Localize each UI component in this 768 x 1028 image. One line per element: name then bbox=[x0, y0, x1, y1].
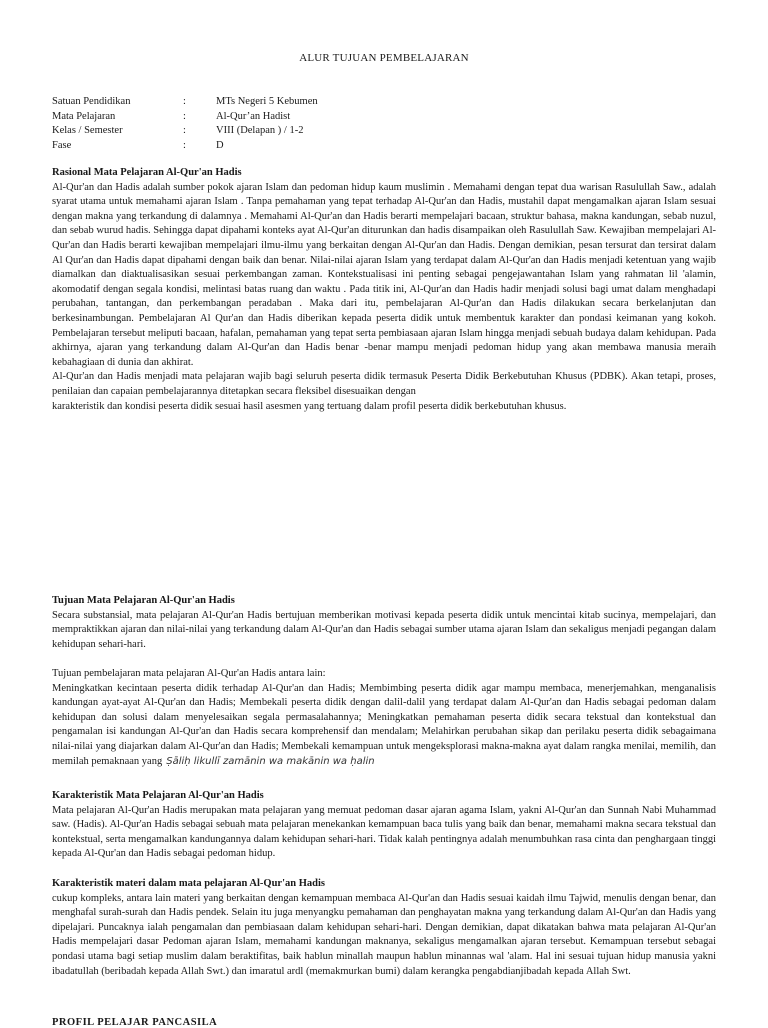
paragraph bbox=[52, 682, 716, 770]
info-label: Fase bbox=[52, 139, 72, 151]
info-row bbox=[52, 95, 516, 110]
paragraph: Secara substansial, mata pelajaran Al-Qur'an Hadis bertujuan memberikan motivasi kepada peserta didik untuk mencintai kitab sucinya, mempelajari, dan mempraktikkan ajaran dan nilai-nilai yang terkandung dalam Al-Qur'an dan Hadis sebagai sumber utama ajaran Islam dan sekaligus menjadi pegangan dalam kehidupan sehari-hari. bbox=[52, 609, 716, 650]
section-rasional bbox=[52, 166, 716, 414]
paragraph: karakteristik dan kondisi peserta didik sesuai hasil asesmen yang tertuang dalam profil peserta didik berkebutuhan khusus. bbox=[52, 400, 567, 412]
paragraph: Tujuan pembelajaran mata pelajaran Al-Qur'an Hadis antara lain: bbox=[52, 667, 326, 679]
info-value: Al-Qur’an Hadist bbox=[216, 110, 291, 122]
info-label: Satuan Pendidikan bbox=[52, 96, 131, 107]
paragraph: Al-Qur'an dan Hadis menjadi mata pelajaran wajib bagi seluruh peserta didik termasuk Peserta Didik Berkebutuhan Khusus (PDBK). Akan tetapi, proses, penilaian dan capaian pembelajarannya ditetapkan secara fleksibel disesuaikan dengan bbox=[52, 371, 716, 397]
info-row bbox=[52, 110, 516, 125]
arabic-transliteration: Ṣāliḥ likullī zamānin wa makānin wa ḥalin bbox=[166, 755, 375, 767]
section-heading: Tujuan Mata Pelajaran Al-Qur'an Hadis bbox=[52, 595, 235, 606]
section-karakteristik-mapel bbox=[52, 789, 716, 862]
section-tujuan bbox=[52, 594, 716, 769]
paragraph: cukup kompleks, antara lain materi yang berkaitan dengan kemampuan membaca Al-Qur'an dan Hadis sesuai kaidah ilmu Tajwid, menulis dengan benar, dan menghafal surah-surah dan Hadis pendek. Selain itu juga menyangku pemahaman dan penghayatan makna yang terkandung dalam Al-Qur'an dan Hadis yang dipelajari. Puncaknya ialah pengamalan dan pembiasaan dalam kehidupan sehari-hari. Dengan demikian, dapat dikatakan bahwa mata pelajaran Al-Qur'an Hadis mempelajari dasar Pedoman ajaran Islam, memahami kandungan maknanya, sekaligus mengamalkan ajaran tersebut. Kemampuan tersebut sebagai pondasi utama bagi setiap muslim dalam beraktifitas, baik hablun minallah maupun hablun minannas wal 'alam. Hal ini sesuai tujuan hidup manusia yakni ibadatullah (beribadah kepada Allah Swt.) dan imaratul ardl (memakmurkan bumi) dalam kerangka pengabdianjibadah kepada Allah Swt. bbox=[52, 892, 716, 977]
info-label: Mata Pelajaran bbox=[52, 110, 116, 122]
section-karakteristik-materi bbox=[52, 877, 716, 979]
info-row bbox=[52, 124, 516, 139]
identity-table bbox=[52, 95, 516, 153]
info-value: MTs Negeri 5 Kebumen bbox=[216, 96, 318, 107]
info-label: Kelas / Semester bbox=[52, 125, 123, 136]
info-row bbox=[52, 139, 516, 154]
paragraph: Mata pelajaran Al-Qur'an Hadis merupakan mata pelajaran yang memuat pedoman dasar ajaran agama Islam, yakni Al-Qur'an dan Sunnah Nabi Muhammad saw. (Hadis). Al-Qur'an Hadis sebagai sebuah mata pelajaran menekankan kemampuan baca tulis yang baik dan benar, memahami makna secara tekstual dan kontekstual, serta mengamalkan kandungannya dalam kehidupan sehari-hari. Tidak kalah pentingnya adalah menumbuhkan rasa cinta dan penghargaan tinggi kepada Al-Qur'an dan Hadis sebagai pedoman hidup. bbox=[52, 804, 716, 860]
section-heading: Karakteristik materi dalam mata pelajaran Al-Qur'an Hadis bbox=[52, 878, 325, 889]
next-section-heading: PROFIL PELAJAR PANCASILA bbox=[52, 1017, 218, 1028]
info-value: D bbox=[216, 139, 224, 151]
blank-line bbox=[52, 652, 716, 667]
info-colon: : bbox=[183, 110, 186, 122]
info-value: VIII (Delapan ) / 1-2 bbox=[216, 125, 304, 136]
paragraph-text: Meningkatkan kecintaan peserta didik terhadap Al-Qur'an dan Hadis; Membimbing peserta didik agar mampu membaca, menerjemahkan, menganalisis kandungan ayat-ayat Al-Qur'an dan Hadis; Membekali peserta didik dengan dalil-dalil yang terdapat dalam Al-Qur'an dan Hadis sebagai pedoman dalam kehidupan dan solusi dalam menyelesaikan segala permasalahannya; Meningkatkan pemahaman peserta didik secara tekstual dan kontekstual dan pengamalan isi kandungan Al-Qur'an dan Hadis secara komprehensif dan mendalam; Melahirkan perubahan sikap dan perilaku peserta didik sebagaimana nilai-nilai yang diajarkan dalam Al-Qur'an dan Hadis; Membekali kemampuan untuk mengeksplorasi makna-makna ayat dalam rangka menilai, memilih, dan memilah pemaknaan yang bbox=[52, 682, 716, 767]
document-title: ALUR TUJUAN PEMBELAJARAN bbox=[299, 52, 469, 64]
info-colon: : bbox=[183, 96, 186, 107]
info-colon: : bbox=[183, 139, 186, 151]
paragraph: Al-Qur'an dan Hadis adalah sumber pokok ajaran Islam dan pedoman hidup kaum muslimin . Memahami dengan tepat dua warisan Rasulullah Saw., adalah syarat utama untuk memahami ajaran Islam . Tanpa pemahaman yang tepat terhadap Al-Qur'an dan Hadis, mustahil dapat mengamalkan ajaran Islam sesuai dengan makna yang terkandung di dalamnya . Memahami Al-Qur'an dan Hadis berarti mempelajari bacaan, struktur bahasa, makna kandungan, sebab nuzul, dan sebab wurud hadis. Sehingga dapat dipahami konteks ayat Al-Qur'an diturunkan dan hadis disampaikan oleh Rasulullah Saw. Kewajiban mempelajari Al-Qur'an dan Hadis berarti kewajiban mempelajari ilmu-ilmu yang berkaitan dengan Al-Qur'an dan Hadis. Dengan demikian, pesan tersurat dan tersirat dalam Al Qur'an dan Hadis dapat dipahami dengan baik dan benar. Nilai-nilai ajaran Islam yang terdapat dalam Al-Qur'an dan Hadis menjadi ketentuan yang wajib diamalkan dan diaktualisasikan sesuai perkembangan zaman. Kontekstualisasi ini penting sebagai pengejawantahan Islam yang rahmatan lil 'alamin, akomodatif dengan segala kondisi, melintasi batas ruang dan waktu . Pada titik ini, Al-Qur'an dan Hadis hadir menjadi solusi bagi umat dalam menghadapi perubahan, tantangan, dan perkembangan peradaban . Maka dari itu, pembelajaran Al-Qur'an dan Hadis dilakukan secara berkelanjutan dan berkesinambungan. Pembelajaran Al Qur'an dan Hadis diberikan kepada peserta didik untuk membentuk karakter dan pondasi keimanan yang kokoh. Pembelajaran tersebut meliputi bacaan, hafalan, pemahaman yang tepat serta pembiasaan ajaran Islam hingga menjadi sebuah budaya dalam kehidupan. Pada akhirnya, ajaran yang terkandung dalam Al-Qur'an dan Hadis benar -benar mampu menjadi pedoman hidup yang akan membawa manusia meraih kebahagiaan di dunia dan akhirat. bbox=[52, 181, 716, 368]
section-heading: Karakteristik Mata Pelajaran Al-Qur'an Hadis bbox=[52, 790, 264, 801]
section-heading: Rasional Mata Pelajaran Al-Qur'an Hadis bbox=[52, 167, 242, 178]
info-colon: : bbox=[183, 125, 186, 136]
